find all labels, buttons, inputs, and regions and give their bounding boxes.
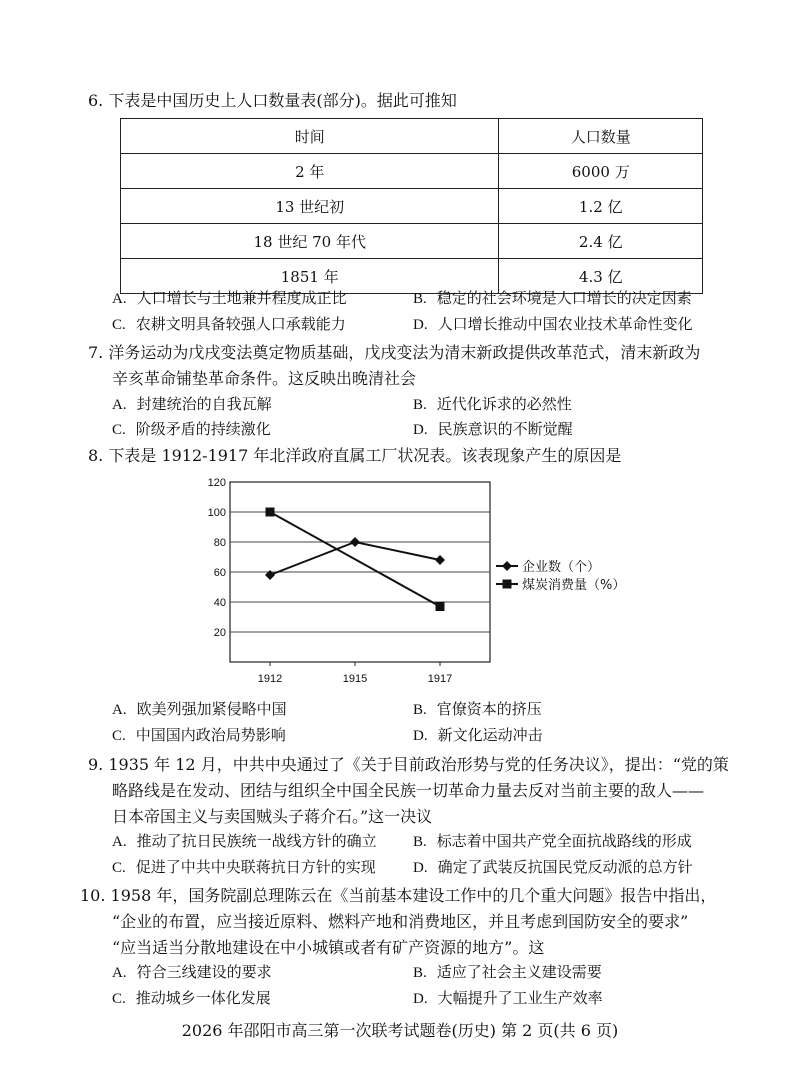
table-row — [121, 154, 703, 189]
q6-option-a[interactable]: A. 人口增长与土地兼并程度成正比 — [112, 289, 347, 307]
page-footer: 2026 年邵阳市高三第一次联考试题卷(历史) 第 2 页(共 6 页) — [181, 1021, 619, 1040]
q8-stem: 8. 下表是 1912-1917 年北洋政府直属工厂状况表。该表现象产生的原因是 — [88, 446, 622, 465]
table-cell-time: 2 年 — [121, 154, 499, 189]
option-text: 新文化运动冲击 — [437, 726, 543, 744]
y-tick-label: 40 — [213, 597, 226, 609]
table-cell-time: 18 世纪 70 年代 — [121, 224, 499, 259]
q7-option-a[interactable]: A. 封建统治的自我瓦解 — [112, 395, 272, 413]
table-cell-population: 1.2 亿 — [499, 189, 703, 224]
table-row — [121, 224, 703, 259]
table-header-time: 时间 — [121, 119, 499, 154]
option-text: 稳定的社会环境是人口增长的决定因素 — [436, 289, 692, 307]
option-text: 适应了社会主义建设需要 — [436, 963, 602, 981]
q6-option-b[interactable]: B. 稳定的社会环境是人口增长的决定因素 — [413, 289, 692, 307]
option-text: 封建统治的自我瓦解 — [136, 395, 272, 413]
table-header-row — [121, 119, 703, 154]
y-tick-label: 120 — [207, 477, 226, 489]
square-marker — [436, 602, 445, 611]
option-text: 民族意识的不断觉醒 — [437, 420, 573, 438]
q7-option-b[interactable]: B. 近代化诉求的必然性 — [413, 395, 572, 413]
diamond-marker — [350, 537, 360, 547]
q9-stem-line1: 9. 1935 年 12 月，中共中央通过了《关于目前政治形势与党的任务决议》，提出：“党的策 — [88, 755, 729, 774]
population-table — [120, 118, 703, 294]
option-text: 农耕文明具备较强人口承载能力 — [135, 315, 346, 333]
y-axis-ticks — [208, 477, 226, 639]
q8-option-c[interactable]: C. 中国国内政治局势影响 — [112, 726, 286, 744]
q8-option-a[interactable]: A. 欧美列强加紧侵略中国 — [112, 700, 287, 718]
chart-series — [265, 508, 445, 612]
option-text: 确定了武装反抗国民党反动派的总方针 — [437, 858, 693, 876]
option-text: 符合三线建设的要求 — [136, 963, 272, 981]
q10-option-b[interactable]: B. 适应了社会主义建设需要 — [413, 963, 602, 981]
option-text: 人口增长与土地兼并程度成正比 — [136, 289, 347, 307]
chart-legend — [496, 559, 625, 593]
x-tick-label: 1915 — [342, 673, 368, 685]
table-cell-time: 1851 年 — [121, 259, 499, 294]
option-text: 欧美列强加紧侵略中国 — [136, 700, 287, 718]
q7-option-c[interactable]: C. 阶级矛盾的持续激化 — [112, 420, 271, 438]
q7-option-d[interactable]: D. 民族意识的不断觉醒 — [413, 420, 573, 438]
option-text: 阶级矛盾的持续激化 — [135, 420, 271, 438]
q7-stem-line2: 辛亥革命铺垫革命条件。这反映出晚清社会 — [112, 369, 417, 388]
q10-stem-line2: “企业的布置，应当接近原料、燃料产地和消费地区，并且考虑到国防安全的要求” — [112, 912, 689, 931]
square-marker — [503, 580, 512, 589]
q10-stem-line1: 10. 1958 年，国务院副总理陈云在《当前基本建设工作中的几个重大问题》报告中指出， — [80, 886, 717, 905]
q8-option-d[interactable]: D. 新文化运动冲击 — [413, 726, 543, 744]
table-row — [121, 189, 703, 224]
diamond-marker — [502, 561, 512, 571]
x-tick-label: 1917 — [427, 673, 453, 685]
q10-stem-line3: “应当适当分散地建设在中小城镇或者有矿产资源的地方”。这 — [112, 938, 545, 957]
q8-option-b[interactable]: B. 官僚资本的挤压 — [413, 700, 542, 718]
q7-stem-line1: 7. 洋务运动为戊戌变法奠定物质基础，戊戌变法为清末新政提供改革范式，清末新政为 — [88, 343, 701, 362]
q9-stem-line3: 日本帝国主义与卖国贼头子蒋介石。”这一决议 — [112, 807, 433, 826]
q9-option-a[interactable]: A. 推动了抗日民族统一战线方针的确立 — [112, 832, 377, 850]
y-tick-label: 80 — [213, 537, 226, 549]
square-marker — [266, 508, 275, 517]
option-text: 推动了抗日民族统一战线方针的确立 — [136, 832, 377, 850]
table-cell-time: 13 世纪初 — [121, 189, 499, 224]
y-tick-label: 100 — [207, 507, 226, 519]
option-text: 官僚资本的挤压 — [436, 700, 542, 718]
q9-option-c[interactable]: C. 促进了中共中央联蒋抗日方针的实现 — [112, 858, 376, 876]
q10-option-d[interactable]: D. 大幅提升了工业生产效率 — [413, 989, 603, 1007]
q6-stem: 6. 下表是中国历史上人口数量表(部分)。据此可推知 — [88, 91, 457, 110]
q9-option-b[interactable]: B. 标志着中国共产党全面抗战路线的形成 — [413, 832, 692, 850]
legend-label: 煤炭消费量（%） — [522, 578, 626, 593]
table-cell-population: 6000 万 — [499, 154, 703, 189]
option-text: 大幅提升了工业生产效率 — [437, 989, 603, 1007]
table-cell-population: 4.3 亿 — [499, 259, 703, 294]
q9-option-d[interactable]: D. 确定了武装反抗国民党反动派的总方针 — [413, 858, 693, 876]
option-text: 促进了中共中央联蒋抗日方针的实现 — [135, 858, 376, 876]
table-header-population: 人口数量 — [499, 119, 703, 154]
factory-line-chart — [200, 470, 632, 692]
q10-option-a[interactable]: A. 符合三线建设的要求 — [112, 963, 272, 981]
option-text: 人口增长推动中国农业技术革命性变化 — [437, 315, 693, 333]
legend-label: 企业数（个） — [522, 560, 601, 575]
y-tick-label: 60 — [213, 567, 226, 579]
option-text: 近代化诉求的必然性 — [436, 395, 572, 413]
option-text: 推动城乡一体化发展 — [135, 989, 271, 1007]
q6-option-d[interactable]: D. 人口增长推动中国农业技术革命性变化 — [413, 315, 693, 333]
x-tick-label: 1912 — [257, 673, 283, 685]
q6-option-c[interactable]: C. 农耕文明具备较强人口承载能力 — [112, 315, 346, 333]
diamond-marker — [435, 555, 445, 565]
q10-option-c[interactable]: C. 推动城乡一体化发展 — [112, 989, 271, 1007]
option-text: 标志着中国共产党全面抗战路线的形成 — [436, 832, 692, 850]
table-cell-population: 2.4 亿 — [499, 224, 703, 259]
series-line — [270, 512, 440, 607]
y-tick-label: 20 — [213, 627, 226, 639]
q9-stem-line2: 略路线是在发动、团结与组织全中国全民族一切革命力量去反对当前主要的敌人—— — [112, 781, 705, 800]
option-text: 中国国内政治局势影响 — [135, 726, 286, 744]
x-axis-ticks — [258, 662, 452, 685]
